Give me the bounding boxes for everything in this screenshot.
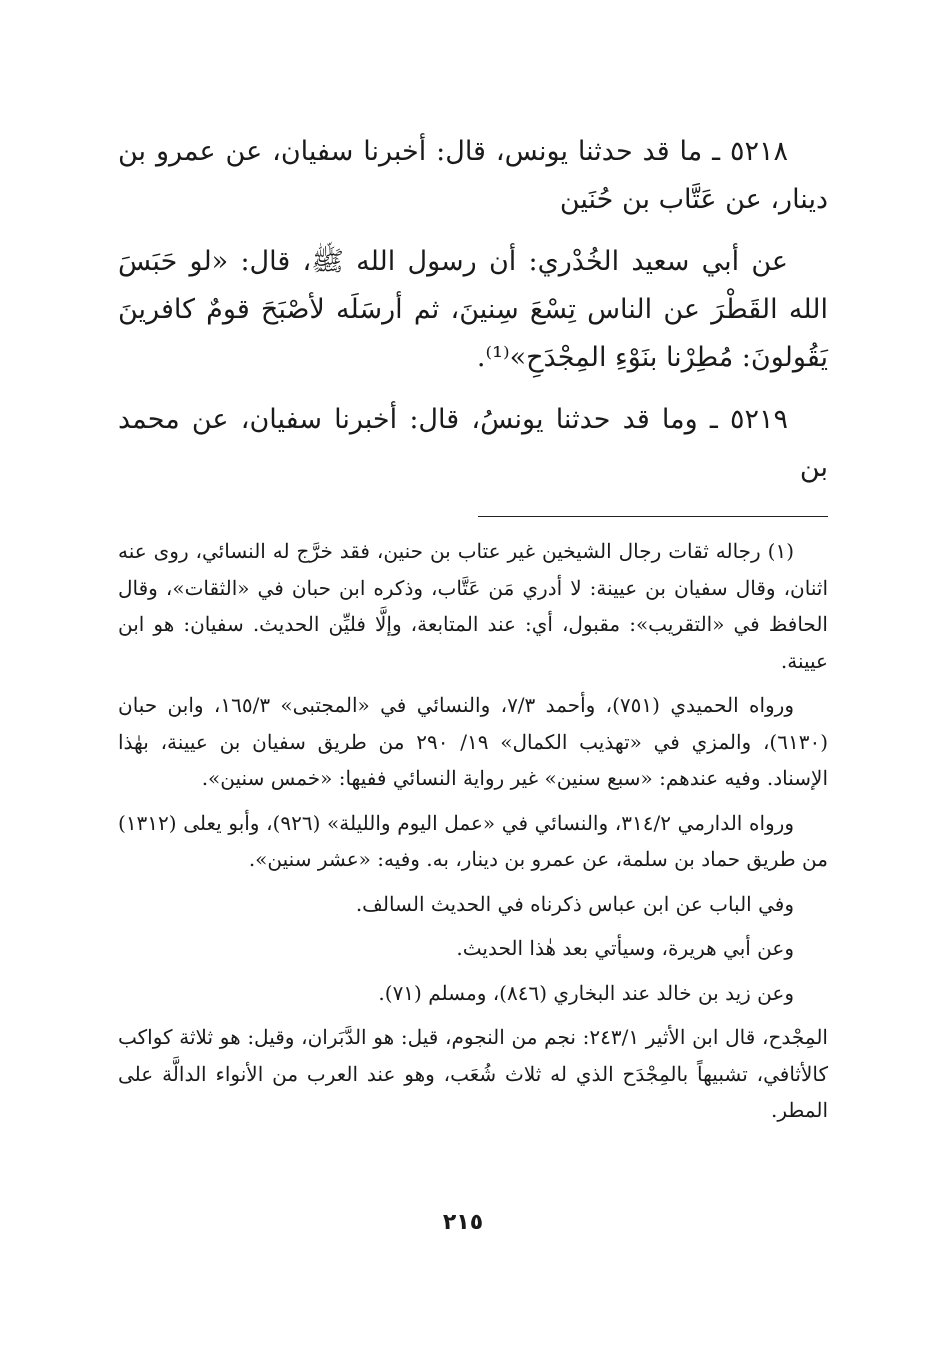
page-number: ٢١٥	[442, 1210, 484, 1235]
page-body	[118, 128, 828, 1137]
hadith-5218-isnad: ٥٢١٨ ـ ما قد حدثنا يونس، قال: أخبرنا سفيان، عن عمرو بن دينار، عن عَتَّاب بن حُنَين	[118, 136, 828, 215]
hadith-5218-matn: عن أبي سعيد الخُدْري: أن رسول الله ﷺ، قال: «لو حَبَسَ الله القَطْرَ عن الناس تِسْعَ سِنينَ، ثم أرسَلَه لأصْبَحَ قومٌ كافرينَ يَقُولونَ: مُطِرْنا بنَوْءِ المِجْدَحِ»⁽¹⁾.	[118, 246, 828, 373]
main-text	[118, 128, 828, 492]
footnote-paragraph: وفي الباب عن ابن عباس ذكرناه في الحديث السالف.	[355, 891, 794, 916]
footnote-1: (١) رجاله ثقات رجال الشيخين غير عتاب بن حنين، فقد خرَّج له النسائي، روى عنه اثنان، وقال سفيان بن عيينة: لا أدري مَن عَتَّاب، وذكره ابن حبان في «الثقات»، وقال الحافظ في «التقريب»: مقبول، أي: عند المتابعة، وإلَّا فليِّن الحديث. سفيان: هو ابن عيينة.	[118, 539, 828, 673]
footnote-paragraph: وعن أبي هريرة، وسيأتي بعد هٰذا الحديث.	[456, 936, 794, 960]
hadith-5219-isnad: ٥٢١٩ ـ وما قد حدثنا يونسُ، قال: أخبرنا سفيان، عن محمد بن	[118, 404, 828, 483]
footnote-paragraph: المِجْدح، قال ابن الأثير ٢٤٣/١: نجم من النجوم، قيل: هو الدَّبَران، وقيل: هو ثلاثة كواكب كالأثافي، تشبيهاً بالمِجْدَح الذي له ثلاث شُعَب، وهو عند العرب من الأنواء الدالَّة على المطر.	[118, 1025, 828, 1122]
footnote-paragraph: ورواه الحميدي (٧٥١)، وأحمد ٧/٣، والنسائي في «المجتبى» ١٦٥/٣، وابن حبان (٦١٣٠)، والمزي في «تهذيب الكمال» ١٩/ ٢٩٠ من طريق سفيان بن عيينة، بهٰذا الإسناد. وفيه عندهم: «سبع سنين» غير رواية النسائي ففيها: «خمس سنين».	[118, 693, 828, 790]
footnote-paragraph: ورواه الدارمي ٣١٤/٢، والنسائي في «عمل اليوم والليلة» (٩٢٦)، وأبو يعلى (١٣١٢) من طريق حماد بن سلمة، عن عمرو بن دينار، به. وفيه: «عشر سنين».	[118, 810, 828, 871]
footnote-paragraph: وعن زيد بن خالد عند البخاري (٨٤٦)، ومسلم (٧١).	[378, 980, 794, 1005]
footnotes	[118, 533, 828, 1129]
footnote-separator	[478, 516, 828, 517]
